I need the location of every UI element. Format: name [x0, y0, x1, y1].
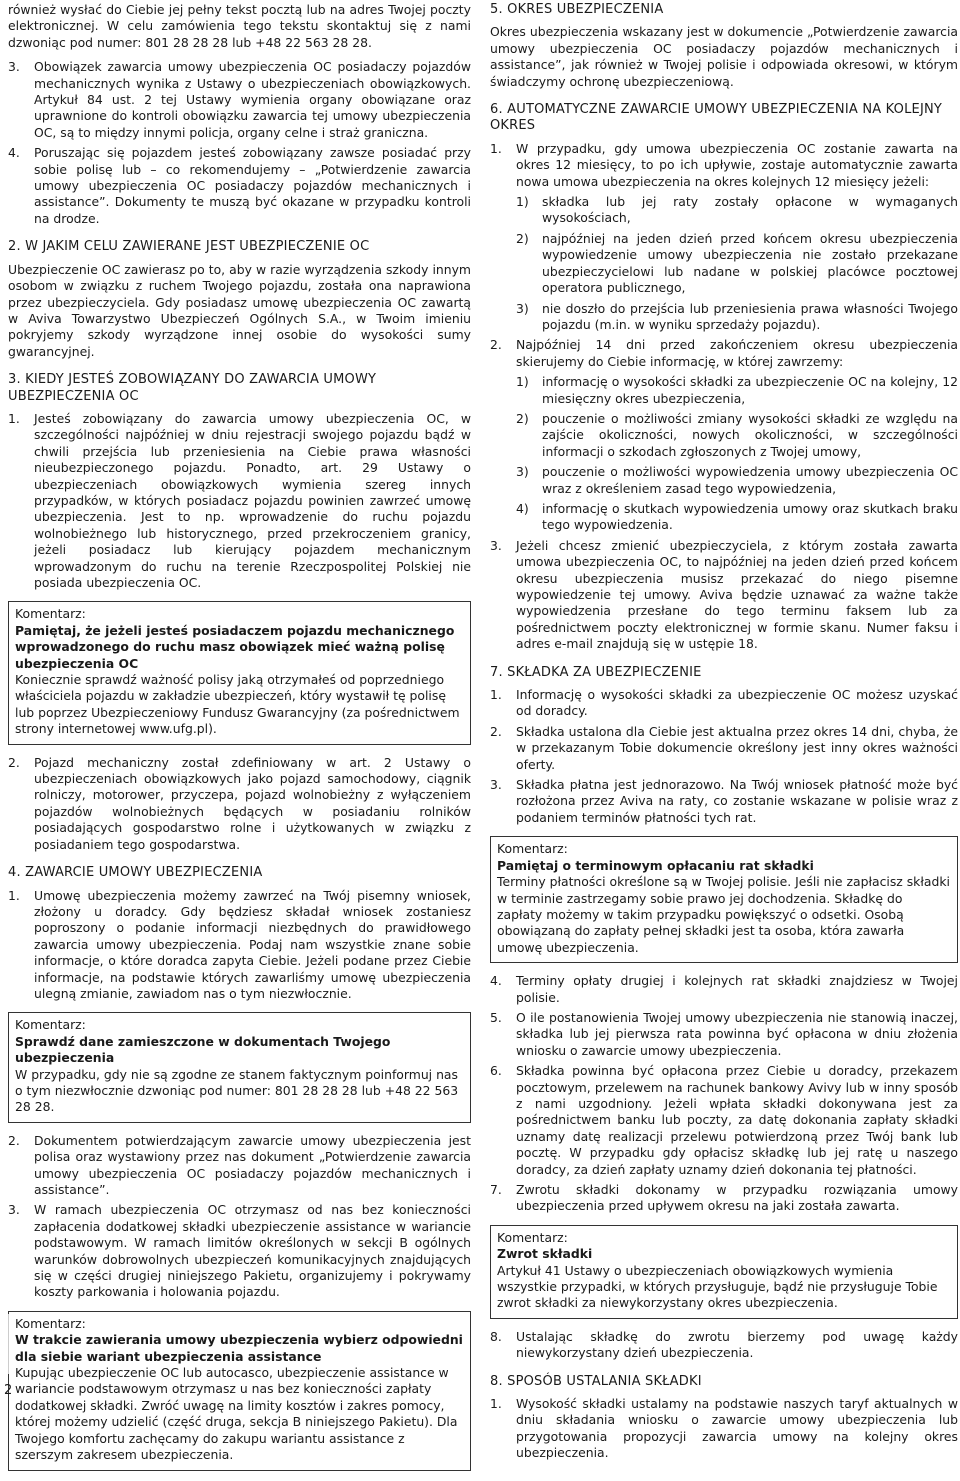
item-number: 1. [8, 410, 20, 426]
item-text: O ile postanowienia Twojej umowy ubezpieczenia nie stanowią inaczej, składka lub jej pierwsza rata powinna być opłacona w dniu złożenia wniosku o zawarcie umowy ubezpieczenia. [516, 1009, 958, 1058]
list-item [490, 1396, 958, 1462]
sub-item-number: 2) [516, 230, 529, 246]
sub-item-number: 3) [516, 464, 529, 480]
list-item [490, 1329, 958, 1362]
item-number: 4. [490, 973, 502, 989]
item-text: Terminy opłaty drugiej i kolejnych rat składki znajdziesz w Twojej polisie. [516, 973, 958, 1005]
comment-box [490, 1225, 958, 1319]
comment-text: Kupując ubezpieczenie OC lub autocasco, ubezpieczenie assistance w wariancie podstawowym otrzymasz u nas bez konieczności zapłaty dodatkowej składki. Zwróć uwagę na limity kosztów i zakres pomocy, której możemy udzielić (część druga, sekcja B niniejszego Pakietu). Dla Twojego komfortu zachęcamy do zakupu wariantu assistance z szerszym zakresem ubezpieczenia. [15, 1365, 458, 1463]
sub-item [516, 194, 958, 227]
item-number: 1. [490, 687, 502, 703]
sub-item-number: 1) [516, 194, 529, 210]
item-number: 8. [490, 1328, 502, 1344]
item-number: 3. [490, 777, 502, 793]
list-item [8, 1133, 471, 1199]
list-item [8, 145, 471, 227]
item-number: 3. [8, 59, 20, 75]
list-item [490, 1182, 958, 1215]
sub-item-text: nie doszło do przejścia lub przeniesienia prawa własności Twojego pojazdu (m.in. w wyniku sprzedaży pojazdu). [542, 300, 958, 332]
sub-item [516, 411, 958, 460]
item-number: 1. [490, 1396, 502, 1412]
sub-item-text: informację o skutkach wypowiedzenia umowy oraz skutkach braku tego wypowiedzenia. [542, 500, 958, 533]
item-text: W ramach ubezpieczenia OC otrzymasz od nas bez konieczności zapłacenia dodatkowej składki ubezpieczenie assistance w wariancie podstawowym. W ramach limitów określonych w sekcji B ogólnych warunków dobrowolnych ubezpieczeń komunikacyjnych znajdujących się w części drugiej niniejszego Pakietu, organizujemy i pokrywamy koszty parkowania i holowania pojazdu. [34, 1202, 471, 1300]
comment-title: W trakcie zawierania umowy ubezpieczenia wybierz odpowiedni dla siebie wariant ubezpieczenia assistance [15, 1332, 463, 1364]
comment-label: Komentarz: [497, 841, 568, 857]
sub-item-number: 3) [516, 300, 529, 316]
item-text: Informację o wysokości składki za ubezpieczenie OC możesz uzyskać od doradcy. [516, 687, 958, 719]
list-item [8, 755, 471, 853]
section-3-heading: 3. KIEDY JESTEŚ ZOBOWIĄZANY DO ZAWARCIA UMOWY UBEZPIECZENIA OC [8, 372, 377, 404]
item-text: Składka płatna jest jednorazowo. Na Twój wniosek płatność może być rozłożona przez Aviva na raty, co zostanie wskazane w polisie wraz z podaniem terminów płatności tych rat. [516, 777, 958, 825]
comment-label: Komentarz: [15, 1315, 86, 1331]
item-text: Pojazd mechaniczny został zdefiniowany w art. 2 Ustawy o ubezpieczeniach obowiązkowych jako pojazd samochodowy, ciągnik rolniczy, motorower, przyczepa, pojazd wolnobieżny z wyłączeniem pojazdów wolnobieżnych będących w posiadaniu rolników posiadających gospodarstwo rolne i użytkowanych w związku z posiadaniem tego gospodarstwa. [34, 754, 471, 852]
list-item [490, 777, 958, 826]
item-number: 1. [490, 140, 502, 156]
list-item [490, 1063, 958, 1178]
item-number: 3. [490, 537, 502, 553]
sub-item-number: 1) [516, 374, 529, 390]
item-number: 4. [8, 145, 20, 161]
item-number: 2. [490, 723, 502, 739]
item-text: Jeżeli chcesz zmienić ubezpieczyciela, z którym została zawarta umowa ubezpieczenia OC, to najpóźniej na jeden dzień przed końcem okresu ubezpieczenia musisz przekazać do niego pisemne wypowiedzenie tej umowy. Aviva będzie uznawać za ważne także wypowiedzenia przesłane do tego terminu faksem lub za pośrednictwem poczty elektronicznej w formie skanu. Numer faksu i adres e-mail znajdują się w ustępie 18. [516, 537, 958, 652]
sub-item [516, 301, 958, 334]
list-item [8, 888, 471, 1003]
item-number: 7. [490, 1182, 502, 1197]
page-number: 2 [4, 1383, 13, 1398]
section-6-heading: 6. AUTOMATYCZNE ZAWARCIE UMOWY UBEZPIECZENIA NA KOLEJNY OKRES [490, 102, 943, 134]
comment-title: Zwrot składki [497, 1246, 593, 1262]
section-2-text: Ubezpieczenie OC zawierasz po to, aby w razie wyrządzenia szkody innym osobom w związku z ruchem Twojego pojazdu, została ona naprawiona przez ubezpieczyciela. Gdy posiadasz umowę ubezpieczenia OC zawartą w Aviva Towarzystwo Ubezpieczeń Ogólnych S.A., w Twoim imieniu pokryjemy szkody wyrządzone innej osobie do wysokości sumy gwarancyjnej. [8, 261, 471, 359]
sub-item-number: 4) [516, 500, 529, 516]
intro-paragraph: również wysłać do Ciebie jej pełny tekst pocztą lub na adres Twojej poczty elektronicznej. W celu zamówienia tego tekstu skontaktuj się z nami dzwoniąc pod numer: 801 28 28 28 lub +48 22 563 28 28. [8, 2, 471, 50]
item-text: Składka powinna być opłacona przez Ciebie u doradcy, przekazem pocztowym, przelewem na rachunek bankowy Avivy lub w inny sposób z nami uzgodniony. Jeżeli wpłata składki dokonywana jest za pośrednictwem banku lub poczty, za datę dokonania zapłaty składki uznamy datę realizacji przelewu potwierdzoną przez Twój bank lub pocztę. W przypadku gdy opłacisz składkę lub jej ratę u naszego doradcy, za dzień zapłaty uznamy dzień dokonania tej płatności. [516, 1063, 958, 1177]
list-item [490, 687, 958, 720]
item-text: Dokumentem potwierdzającym zawarcie umowy ubezpieczenia jest polisa oraz wystawiony przez nas dokument „Potwierdzenie zawarcia umowy ubezpieczenia OC posiadaczy pojazdów mechanicznych i assistance”. [34, 1132, 471, 1197]
comment-text: Terminy płatności określone są w Twojej polisie. Jeśli nie zapłacisz składki w terminie zastrzegamy sobie prawo jej dochodzenia. Składkę do zapłaty możemy w takim przypadku powiększyć o odsetki. Osobą obowiązaną do zapłaty pełnej składki jest ta osoba, która zawarła umowę ubezpieczenia. [497, 874, 950, 955]
sub-item [516, 501, 958, 534]
list-item [490, 337, 958, 370]
section-7-heading: 7. SKŁADKA ZA UBEZPIECZENIE [490, 664, 702, 680]
list-item [490, 973, 958, 1006]
item-text: Ustalając składkę do zwrotu bierzemy pod uwagę każdy niewykorzystany dzień ubezpieczenia. [516, 1328, 958, 1361]
item-text: Najpóźniej 14 dni przed zakończeniem okresu ubezpieczenia skierujemy do Ciebie informację, w której zawrzemy: [516, 337, 958, 369]
item-number: 5. [490, 1009, 502, 1025]
comment-text: Koniecznie sprawdź ważność polisy jaką otrzymałeś od poprzedniego właściciela pojazdu w zakładzie ubezpieczeń, który wystawił tę polisę lub poprzez Ubezpieczeniowy Fundusz Gwarancyjny (za pośrednictwem strony internetowej www.ufg.pl). [15, 672, 460, 737]
comment-title: Pamiętaj o terminowym opłacaniu rat składki [497, 857, 814, 873]
item-text: W przypadku, gdy umowa ubezpieczenia OC zostanie zawarta na okres 12 miesięcy, to po ich upływie, zostaje automatycznie zawarta nowa umowa ubezpieczenia na okres kolejnych 12 miesięcy jeżeli: [516, 140, 958, 189]
sub-item-number: 2) [516, 410, 529, 426]
item-number: 6. [490, 1063, 502, 1079]
comment-box [8, 1012, 471, 1122]
comment-box [490, 836, 958, 963]
sub-item [516, 374, 958, 407]
comment-title: Pamiętaj, że jeżeli jesteś posiadaczem pojazdu mechanicznego wprowadzonego do ruchu masz obowiązek mieć ważną polisę ubezpieczenia OC [15, 622, 455, 671]
section-8-heading: 8. SPOSÓB USTALANIA SKŁADKI [490, 1373, 702, 1389]
comment-text: W przypadku, gdy nie są zgodne ze stanem faktycznym poinformuj nas o tym niezwłocznie dzwoniąc pod numer: 801 28 28 28 lub +48 22 563 28 28. [15, 1066, 459, 1115]
item-text: Obowiązek zawarcia umowy ubezpieczenia OC posiadaczy pojazdów mechanicznych wynika z Ustawy o ubezpieczeniach obowiązkowych. Artykuł 84 ust. 2 tej Ustawy wymienia organy obowiązane oraz uprawnione do kontroli obowiązku zawarcia tej umowy ubezpieczenia OC, są to między innymi policja, organy celne i straż graniczna. [34, 59, 471, 140]
item-number: 1. [8, 887, 20, 903]
item-text: Poruszając się pojazdem jesteś zobowiązany zawsze posiadać przy sobie polisę lub – co rekomendujemy – „Potwierdzenie zawarcia umowy ubezpieczenia OC posiadaczy pojazdów mechanicznych i assistance”. Dokumenty te muszą być okazane w przypadku kontroli na drodze. [34, 145, 471, 226]
right-column [490, 0, 958, 1466]
list-item [8, 59, 471, 141]
item-number: 2. [490, 337, 502, 353]
comment-label: Komentarz: [15, 606, 86, 622]
item-number: 2. [8, 754, 20, 770]
section-5-heading: 5. OKRES UBEZPIECZENIA [490, 2, 664, 17]
list-item [490, 538, 958, 653]
sub-item-text: składka lub jej raty zostały opłacone w wymaganych wysokościach, [542, 194, 958, 226]
item-text: Jesteś zobowiązany do zawarcia umowy ubezpieczenia OC, w szczególności najpóźniej w dniu rejestracji swojego pojazdu bądź w chwili przejścia lub przeniesienia na Ciebie prawa własności nieubezpieczonego pojazdu. Ponadto, art. 29 Ustawy o ubezpieczeniach obowiązkowych wymienia szereg innych przypadków, w których posiadacz pojazdu powinien zawrzeć umowę ubezpieczenia. Jest to np. wprowadzenie do ruchu pojazdu wolnobieżnego lub historycznego, przed przekroczeniem granicy, jeżeli posiadacz lub kierujący pojazdem mechanicznym wprowadzonym do ruchu na terenie Rzeczpospolitej Polskiej nie posiada ubezpieczenia OC. [34, 410, 471, 590]
sub-item [516, 464, 958, 497]
item-text: Umowę ubezpieczenia możemy zawrzeć na Twój pisemny wniosek, złożony u doradcy. Gdy będziesz składał wniosek zostaniesz poproszony o podanie informacji niezbędnych do prawidłowego zawarcia umowy ubezpieczenia. Podaj nam wszystkie znane sobie informacje, o które doradca zapyta Ciebie. Jeżeli podane przez Ciebie informacje, na podstawie których zawarliśmy umowę ubezpieczenia ulegną zmianie, zawiadom nas o tym niezwłocznie. [34, 887, 471, 1001]
left-column [8, 0, 471, 1481]
sub-item [516, 231, 958, 297]
sub-item-text: informację o wysokości składki za ubezpieczenie OC na kolejny, 12 miesięczny okres ubezpieczenia, [542, 374, 958, 406]
list-item [8, 1202, 471, 1300]
item-text: Zwrotu składki dokonamy w przypadku rozwiązania umowy ubezpieczenia przed upływem okresu na jaki została zawarta. [516, 1182, 958, 1214]
list-item [490, 1010, 958, 1059]
section-5-text: Okres ubezpieczenia wskazany jest w dokumencie „Potwierdzenie zawarcia umowy ubezpieczenia OC posiadaczy pojazdów mechanicznych i assistance”, jak również w Twojej polisie i odpowiada okresowi, w którym świadczymy ochronę ubezpieczeniową. [490, 24, 958, 89]
margin-line [8, 1314, 9, 1374]
comment-label: Komentarz: [15, 1017, 86, 1033]
list-item [8, 411, 471, 591]
item-number: 2. [8, 1132, 20, 1148]
item-number: 3. [8, 1202, 20, 1218]
comment-box [8, 1311, 471, 1471]
sub-item-text: najpóźniej na jeden dzień przed końcem okresu ubezpieczenia wypowiedzenie umowy ubezpieczenia nie zostało przekazane ubezpieczycielowi lub nadane w polskiej placówce pocztowej operatora publicznego, [542, 230, 958, 296]
comment-label: Komentarz: [497, 1229, 568, 1245]
sub-item-text: pouczenie o możliwości zmiany wysokości składki ze względu na zajście okoliczności, nowych okoliczności, w szczególności informacji o szkodach zgłoszonych z Twojej umowy, [542, 410, 958, 459]
comment-box [8, 601, 471, 744]
list-item [490, 141, 958, 190]
comment-text: Artykuł 41 Ustawy o ubezpieczeniach obowiązkowych wymienia wszystkie przypadki, w których przysługuje, bądź nie przysługuje Tobie zwrot składki za niewykorzystany okres ubezpieczenia. [497, 1262, 938, 1311]
section-2-heading: 2. W JAKIM CELU ZAWIERANE JEST UBEZPIECZENIE OC [8, 239, 370, 255]
comment-title: Sprawdź dane zamieszczone w dokumentach Twojego ubezpieczenia [15, 1033, 391, 1066]
sub-item-text: pouczenie o możliwości wypowiedzenia umowy ubezpieczenia OC wraz z określeniem zasad tego wypowiedzenia, [542, 464, 958, 496]
list-item [490, 724, 958, 773]
item-text: Wysokość składki ustalamy na podstawie naszych taryf aktualnych w dniu składania wniosku o zawarcie umowy ubezpieczenia lub przygotowania propozycji zawarcia umowy na kolejny okres ubezpieczenia. [516, 1396, 958, 1461]
section-4-heading: 4. ZAWARCIE UMOWY UBEZPIECZENIA [8, 865, 263, 881]
item-text: Składka ustalona dla Ciebie jest aktualna przez okres 14 dni, chyba, że w przekazanym Tobie dokumencie określony jest inny okres ważności oferty. [516, 723, 958, 772]
